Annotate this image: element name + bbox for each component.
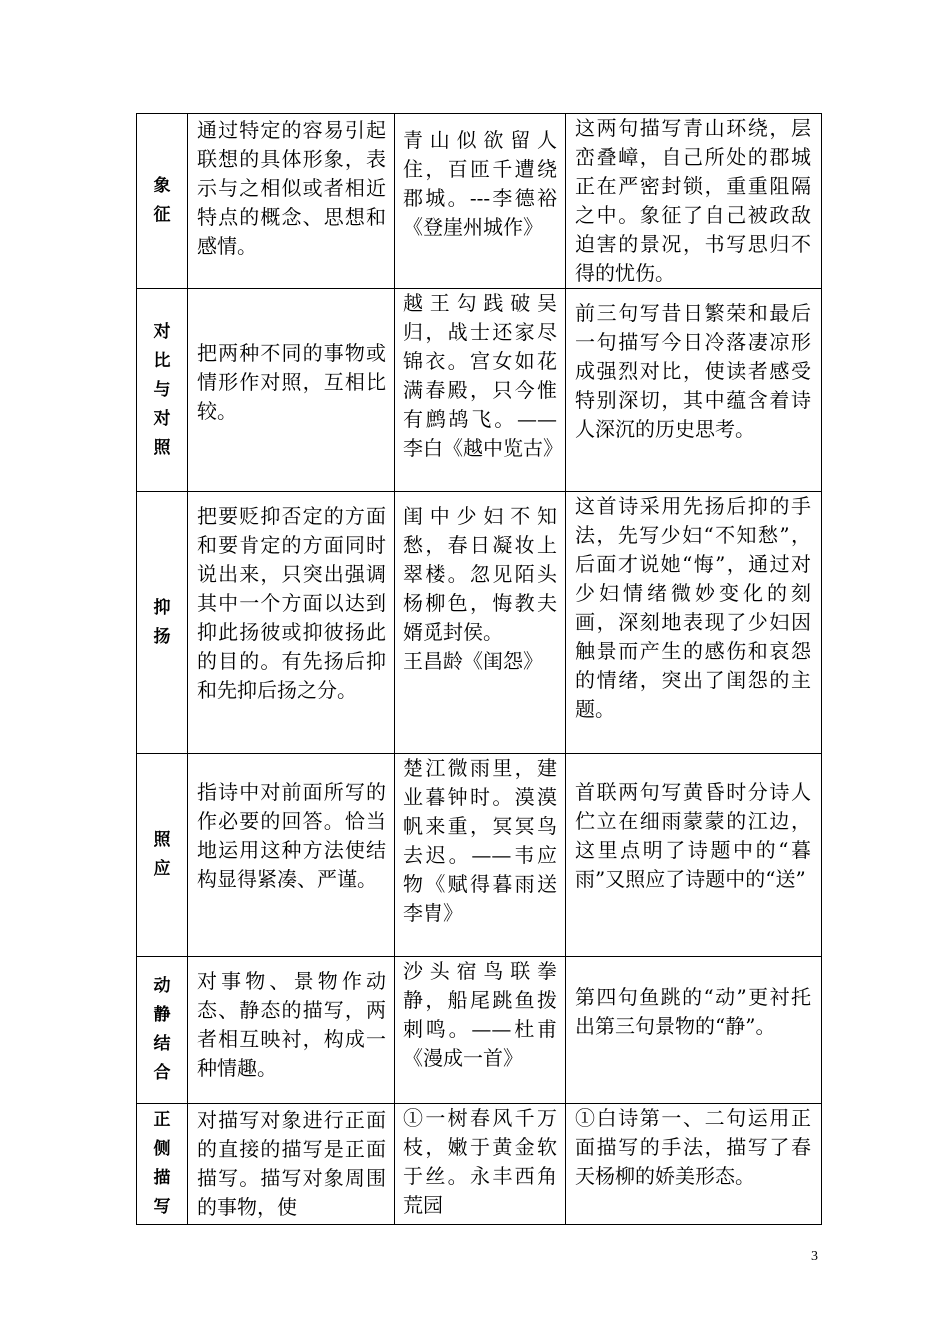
definition-cell bbox=[188, 1104, 395, 1225]
technique-name-cell bbox=[137, 114, 188, 289]
technique-name: 照应 bbox=[153, 830, 171, 879]
definition-cell bbox=[188, 289, 395, 492]
definition-text: 对描写对象进行正面的直接的描写是正面描写。描写对象周围的事物，使 bbox=[197, 1108, 386, 1219]
analysis-cell bbox=[566, 289, 822, 492]
definition-cell bbox=[188, 492, 395, 754]
technique-name-cell bbox=[137, 289, 188, 492]
analysis-text: 第四句鱼跳的“动”更衬托出第三句景物的“静”。 bbox=[575, 985, 811, 1038]
table-row bbox=[137, 289, 822, 492]
definition-text: 指诗中对前面所写的作必要的回答。恰当地运用这种方法使结构显得紧凑、严谨。 bbox=[197, 780, 386, 891]
technique-name-cell bbox=[137, 492, 188, 754]
technique-name: 正侧描写 bbox=[153, 1110, 171, 1217]
technique-name: 象征 bbox=[153, 176, 171, 225]
example-text: ①一树春风千万枝，嫩于黄金软于丝。永丰西角荒园 bbox=[403, 1106, 557, 1217]
technique-name-cell bbox=[137, 754, 188, 957]
table-row bbox=[137, 114, 822, 289]
example-cell bbox=[395, 114, 566, 289]
definition-text: 对事物、景物作动态、静态的描写，两者相互映衬，构成一种情趣。 bbox=[197, 969, 386, 1080]
technique-name: 动静结合 bbox=[153, 976, 171, 1083]
analysis-cell bbox=[566, 1104, 822, 1225]
technique-name-cell bbox=[137, 1104, 188, 1225]
definition-cell bbox=[188, 114, 395, 289]
table-row bbox=[137, 957, 822, 1104]
example-cell bbox=[395, 1104, 566, 1225]
example-cell bbox=[395, 754, 566, 957]
analysis-cell bbox=[566, 492, 822, 754]
table-row bbox=[137, 492, 822, 754]
analysis-cell bbox=[566, 114, 822, 289]
example-cell bbox=[395, 492, 566, 754]
analysis-text: 这首诗采用先扬后抑的手法，先写少妇“不知愁”，后面才说她“悔”，通过对少妇情绪微妙变化的刻画，深刻地表现了少妇因触景而产生的感伤和哀怨的情绪，突出了闺怨的主题。 bbox=[575, 494, 811, 721]
definition-cell bbox=[188, 754, 395, 957]
example-text: 越王勾践破吴归，战士还家尽锦衣。宫女如花满春殿，只今惟有鹧鸪飞。——李白《越中览古》 bbox=[403, 291, 563, 460]
analysis-text: 首联两句写黄昏时分诗人伫立在细雨蒙蒙的江边，这里点明了诗题中的“暮雨”又照应了诗题中的“送” bbox=[575, 780, 811, 891]
rhetoric-techniques-table bbox=[136, 113, 822, 1225]
analysis-text: ①白诗第一、二句运用正面描写的手法，描写了春天杨柳的娇美形态。 bbox=[575, 1106, 811, 1188]
technique-name: 对比与对照 bbox=[153, 321, 171, 458]
definition-text: 通过特定的容易引起联想的具体形象，表示与之相似或者相近特点的概念、思想和感情。 bbox=[197, 118, 386, 258]
example-cell bbox=[395, 957, 566, 1104]
page-number: 3 bbox=[811, 1249, 818, 1264]
analysis-text: 前三句写昔日繁荣和最后一句描写今日冷落凄凉形成强烈对比，使读者感受特别深切，其中蕴含着诗人深沉的历史思考。 bbox=[575, 301, 811, 441]
technique-name: 抑扬 bbox=[153, 597, 171, 647]
analysis-cell bbox=[566, 754, 822, 957]
example-cell bbox=[395, 289, 566, 492]
example-text: 沙头宿鸟联拳静，船尾跳鱼拨刺鸣。——杜甫《漫成一首》 bbox=[403, 959, 557, 1070]
table-row bbox=[137, 754, 822, 957]
example-text: 青山似欲留人住，百匝千遭绕郡城。---李德裕《登崖州城作》 bbox=[403, 128, 557, 239]
technique-name-cell bbox=[137, 957, 188, 1104]
table-row bbox=[137, 1104, 822, 1225]
analysis-text: 这两句描写青山环绕，层峦叠嶂，自己所处的郡城正在严密封锁，重重阻隔之中。象征了自己被政敌迫害的景况，书写思归不得的忧伤。 bbox=[575, 116, 811, 285]
example-text: 楚江微雨里，建业暮钟时。漠漠帆来重，冥冥鸟去迟。——韦应物《赋得暮雨送李胄》 bbox=[403, 756, 557, 925]
definition-cell bbox=[188, 957, 395, 1104]
analysis-cell bbox=[566, 957, 822, 1104]
definition-text: 把两种不同的事物或情形作对照，互相比较。 bbox=[197, 341, 386, 423]
definition-text: 把要贬抑否定的方面和要肯定的方面同时说出来，只突出强调其中一个方面以达到抑此扬彼或抑彼扬此的目的。有先扬后抑和先抑后扬之分。 bbox=[197, 504, 386, 702]
example-text: 闺中少妇不知愁，春日凝妆上翠楼。忽见陌头杨柳色，悔教夫婿觅封侯。 王昌龄《闺怨》 bbox=[403, 504, 557, 673]
